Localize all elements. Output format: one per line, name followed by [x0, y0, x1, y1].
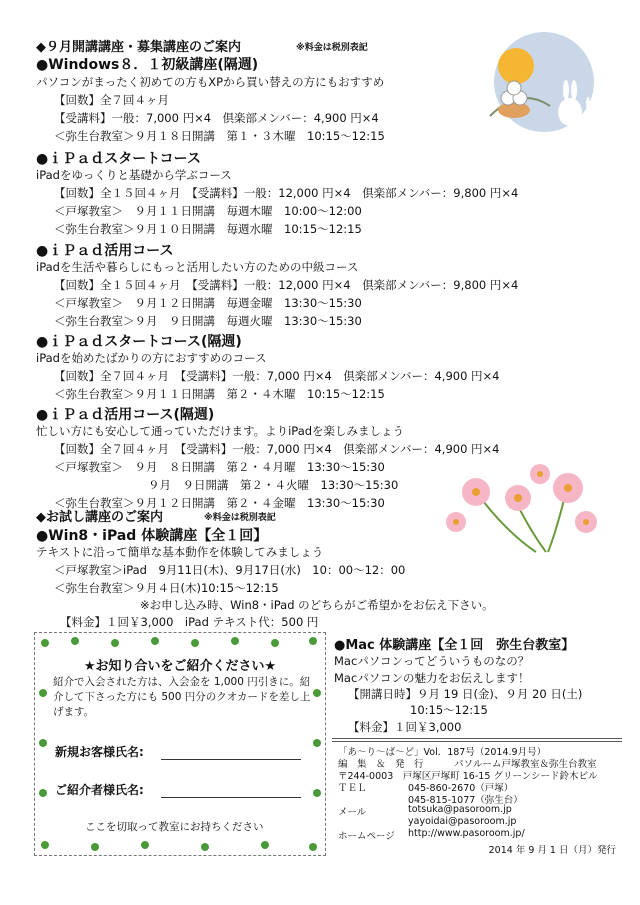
course-schedule: ＜戸塚教室＞ ９月 ８日開講 第２・４月曜 13:30～15:30: [54, 460, 385, 474]
rabbit-ear-icon: [586, 97, 590, 111]
mac-fee: 【料金】１回￥3,000: [348, 720, 462, 734]
rabbit-icon: [558, 98, 582, 126]
moon-rabbit-illustration: [478, 20, 608, 140]
course-schedule: ＜弥生台教室＞９月１２日開講 第２・４金曜 13:30～15:30: [54, 496, 385, 510]
course-schedule: ＜弥生台教室＞９月 ９日開講 毎週火曜 13:30～15:30: [54, 314, 362, 328]
course-title: ●ｉＰａｄ活用コース(隔週): [36, 407, 215, 423]
course-description: パソコンがまったく初めての方もXPから買い替えの方にもおすすめ: [36, 75, 385, 89]
referral-coupon: [34, 632, 326, 856]
course-detail: 【回数】全７回４ヶ月: [54, 93, 169, 107]
course-schedule: ＜弥生台教室＞９月１１日開講 第２・４木曜 10:15～12:15: [54, 387, 385, 401]
mac-title: ●Mac 体験講座【全１回 弥生台教室】: [334, 638, 575, 653]
trial-note: ※お申し込み時、Win8・iPad のどちらがご希望かをお伝え下さい。: [140, 598, 494, 612]
tel-label: ＴＥＬ: [338, 783, 367, 794]
course-schedule: ＜戸塚教室＞ ９月１２日開講 毎週金曜 13:30～15:30: [54, 296, 362, 310]
coupon-title: ★お知り合いをご紹介ください★: [83, 659, 277, 674]
rabbit-ear-icon: [571, 80, 577, 100]
mac-description: Macパソコンの魅力をお伝えします！: [334, 671, 530, 685]
tel-yayoidai: 045-815-1077（弥生台）: [408, 795, 523, 806]
rabbit-icon: [582, 109, 598, 127]
course-title: ●ｉＰａｄスタートコース(隔週): [36, 334, 242, 350]
new-customer-name-line: [161, 759, 301, 760]
course-description: 忙しい方にも安心して通っていただけます。よりiPadを楽しみましょう: [36, 424, 405, 438]
mac-description: Macパソコンってどういうものなの？: [334, 654, 530, 668]
course-schedule: ＜戸塚教室＞ ９月１１日開講 毎週木曜 10:00～12:00: [54, 204, 362, 218]
course-detail: 【回数】全１５回４ヶ月 【受講料】一般：12,000 円×4 倶楽部メンバー：9,800 円×4: [54, 278, 519, 292]
course-schedule: ＜弥生台教室＞９月１８日開講 第１・３木曜 10:15～12:15: [54, 129, 385, 143]
section-heading-september: ◆９月開講講座・募集講座のご案内: [36, 40, 241, 55]
mail-label: メール: [338, 807, 367, 818]
new-customer-name-label: 新規お客様氏名:: [55, 745, 144, 759]
course-description: iPadを生活や暮らしにもっと活用したい方のための中級コース: [36, 260, 359, 274]
course-schedule: ９月 ９日開講 第２・４火曜 13:30～15:30: [148, 478, 399, 492]
course-detail: 【回数】全７回４ヶ月 【受講料】一般：7,000 円×4 倶楽部メンバー：4,900 円×4: [54, 369, 500, 383]
web-link[interactable]: http://www.pasoroom.jp/: [408, 828, 525, 839]
course-detail: 【受講料】一般：7,000 円×4 倶楽部メンバー：4,900 円×4: [54, 111, 379, 125]
publish-date: 2014 年 9 月 1 日（月）発行: [488, 845, 616, 856]
trial-schedule: ＜弥生台教室＞９月４日(木)10:15～12:15: [54, 581, 279, 595]
course-description: iPadを始めたばかりの方におすすめのコース: [36, 351, 267, 365]
dango-stand-icon: [498, 102, 530, 118]
tax-note: ※料金は税別表記: [204, 513, 276, 523]
editor-name: パソルーム戸塚教室＆弥生台教室: [454, 759, 597, 770]
course-title: ●ｉＰａｄ活用コース: [36, 243, 174, 259]
course-schedule: ＜弥生台教室＞９月１０日開講 毎週水曜 10:15～12:15: [54, 222, 362, 236]
course-title: ●Windows８．１初級講座(隔週): [36, 57, 259, 73]
trial-schedule: ＜戸塚教室＞iPad 9月11日(木)、9月17日(水) 10：00～12：00: [54, 563, 406, 577]
rabbit-ear-icon: [563, 80, 569, 100]
dango-icon: [507, 81, 521, 95]
mac-date: 【開講日時】９月 19 日(金)、９月 20 日(土): [348, 687, 583, 701]
divider: [332, 741, 622, 742]
coupon-footer: ここを切取って教室にお持ちください: [85, 821, 264, 833]
publisher-info: [332, 738, 622, 858]
section-heading-trial: ◆お試し講座のご案内: [36, 510, 163, 525]
cosmos-flowers-illustration: [436, 452, 616, 562]
tax-note: ※料金は税別表記: [296, 43, 368, 53]
course-detail: 【回数】全１５回４ヶ月 【受講料】一般：12,000 円×4 倶楽部メンバー：9,800 円×4: [54, 186, 519, 200]
tel-totsuka: 045-860-2670（戸塚）: [408, 783, 514, 794]
moon-icon: [498, 48, 534, 84]
mac-time: 10:15～12:15: [410, 703, 488, 717]
trial-title: ●Win8・iPad 体験講座【全１回】: [36, 528, 268, 544]
editor-label: 編 集 ＆ 発 行: [338, 759, 424, 770]
mail-yayoidai: yayoidai@pasoroom.jp: [408, 816, 517, 827]
referrer-name-line: [161, 797, 301, 798]
address: 〒244-0003 戸塚区戸塚町 16-15 グリーンシード鈴木ビル: [338, 771, 598, 782]
coupon-body: 紹介で入会された方は、入会金を 1,000 円引きに。紹介して下さった方にも 500 円分のクオカードを差し上げます。: [53, 676, 311, 718]
course-title: ●ｉＰａｄスタートコース: [36, 151, 201, 167]
referrer-name-label: ご紹介者様氏名:: [55, 783, 144, 797]
mail-totsuka: totsuka@pasoroom.jp: [408, 804, 512, 815]
divider: [332, 738, 622, 739]
course-description: iPadをゆっくりと基礎から学ぶコース: [36, 168, 232, 182]
issue-info: 「あ～り～ば～ど」Vol．187号（2014.9月号）: [338, 747, 547, 758]
trial-fee: 【料金】１回￥3,000 iPad テキスト代：500 円: [60, 615, 319, 629]
course-detail: 【回数】全７回４ヶ月 【受講料】一般：7,000 円×4 倶楽部メンバー：4,900 円×4: [54, 442, 500, 456]
web-label: ホームページ: [338, 831, 395, 842]
trial-description: テキストに沿って簡単な基本動作を体験してみましょう: [36, 545, 324, 559]
